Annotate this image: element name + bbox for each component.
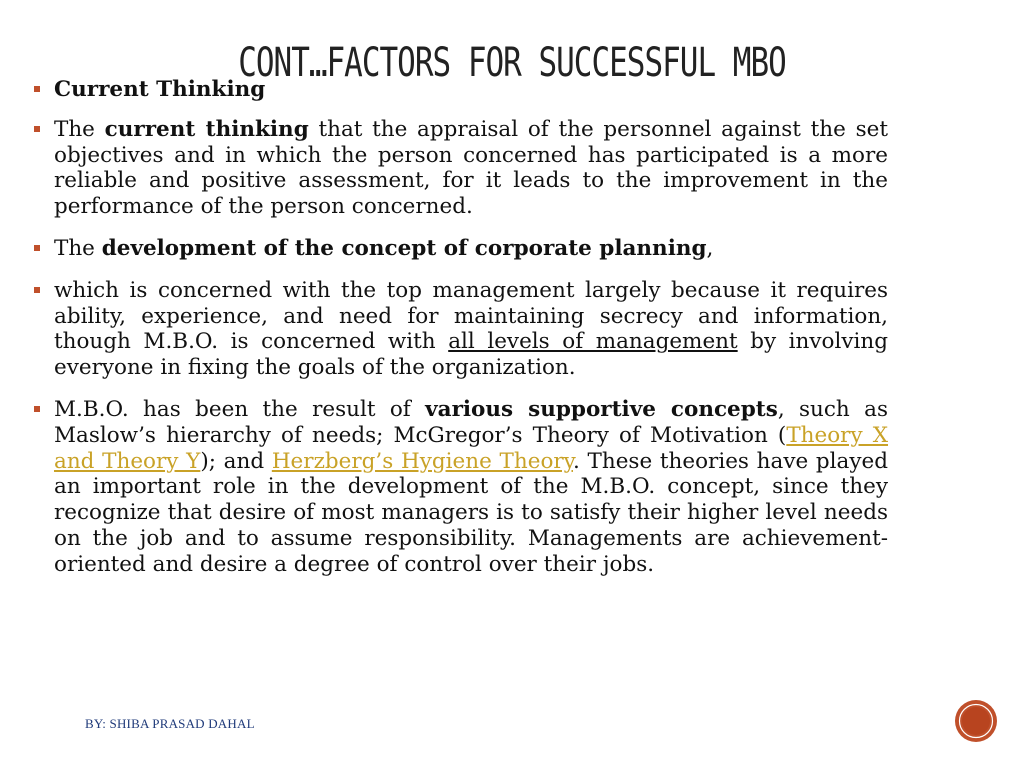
- bullet-supportive-concepts: [32, 397, 888, 578]
- bold-segment: development of the concept of corporate planning: [101, 235, 707, 261]
- bullet-top-management: [32, 278, 888, 381]
- text-segment: The: [54, 235, 102, 261]
- slide-content: [32, 77, 888, 594]
- slide-number-badge-icon: [954, 699, 998, 743]
- footer-author: BY: SHIBA PRASAD DAHAL: [85, 716, 255, 731]
- herzberg-theory-link[interactable]: Herzberg’s Hygiene Theory: [271, 448, 573, 474]
- text-segment: M.B.O. has been the result of: [54, 396, 426, 422]
- text-segment: that the appraisal of the personnel against the set objectives and in which the person concerned has participated is a more reliable and positive assessment, for it leads to the improvement in the performance of the person concerned.: [54, 116, 888, 220]
- text-segment: , such as Maslow’s hierarchy of needs; McGregor’s Theory of Motivation (: [54, 396, 888, 448]
- text-segment: ); and: [200, 448, 272, 474]
- bullet-heading: Current Thinking: [54, 77, 266, 102]
- theory-x-y-link[interactable]: Theory X and Theory Y: [54, 422, 889, 474]
- text-segment: which is concerned with the top management largely because it requires ability, experience, and need for maintaining secrecy and information, though M.B.O. is concerned with: [54, 277, 888, 355]
- bullet-appraisal: [32, 117, 888, 220]
- text-segment: The: [54, 116, 105, 142]
- text-segment: . These theories have played an important role in the development of the M.B.O. concept, since they recognize that desire of most managers is to satisfy their higher level needs on the job and to assume responsibility. Managements are achievement-oriented and desire a degree of control over their jobs.: [54, 448, 888, 577]
- slide-title: CONT…FACTORS FOR SUCCESSFUL MBO: [238, 40, 786, 87]
- bold-segment: current thinking: [104, 116, 309, 142]
- underlined-segment: all levels of management: [448, 329, 738, 355]
- text-segment: by involving everyone in fixing the goals of the organization.: [54, 329, 888, 381]
- bullet-corporate-planning: [32, 236, 888, 262]
- text-segment: ,: [706, 235, 714, 261]
- bullet-current-thinking: [32, 77, 888, 103]
- bold-segment: various supportive concepts: [425, 396, 778, 422]
